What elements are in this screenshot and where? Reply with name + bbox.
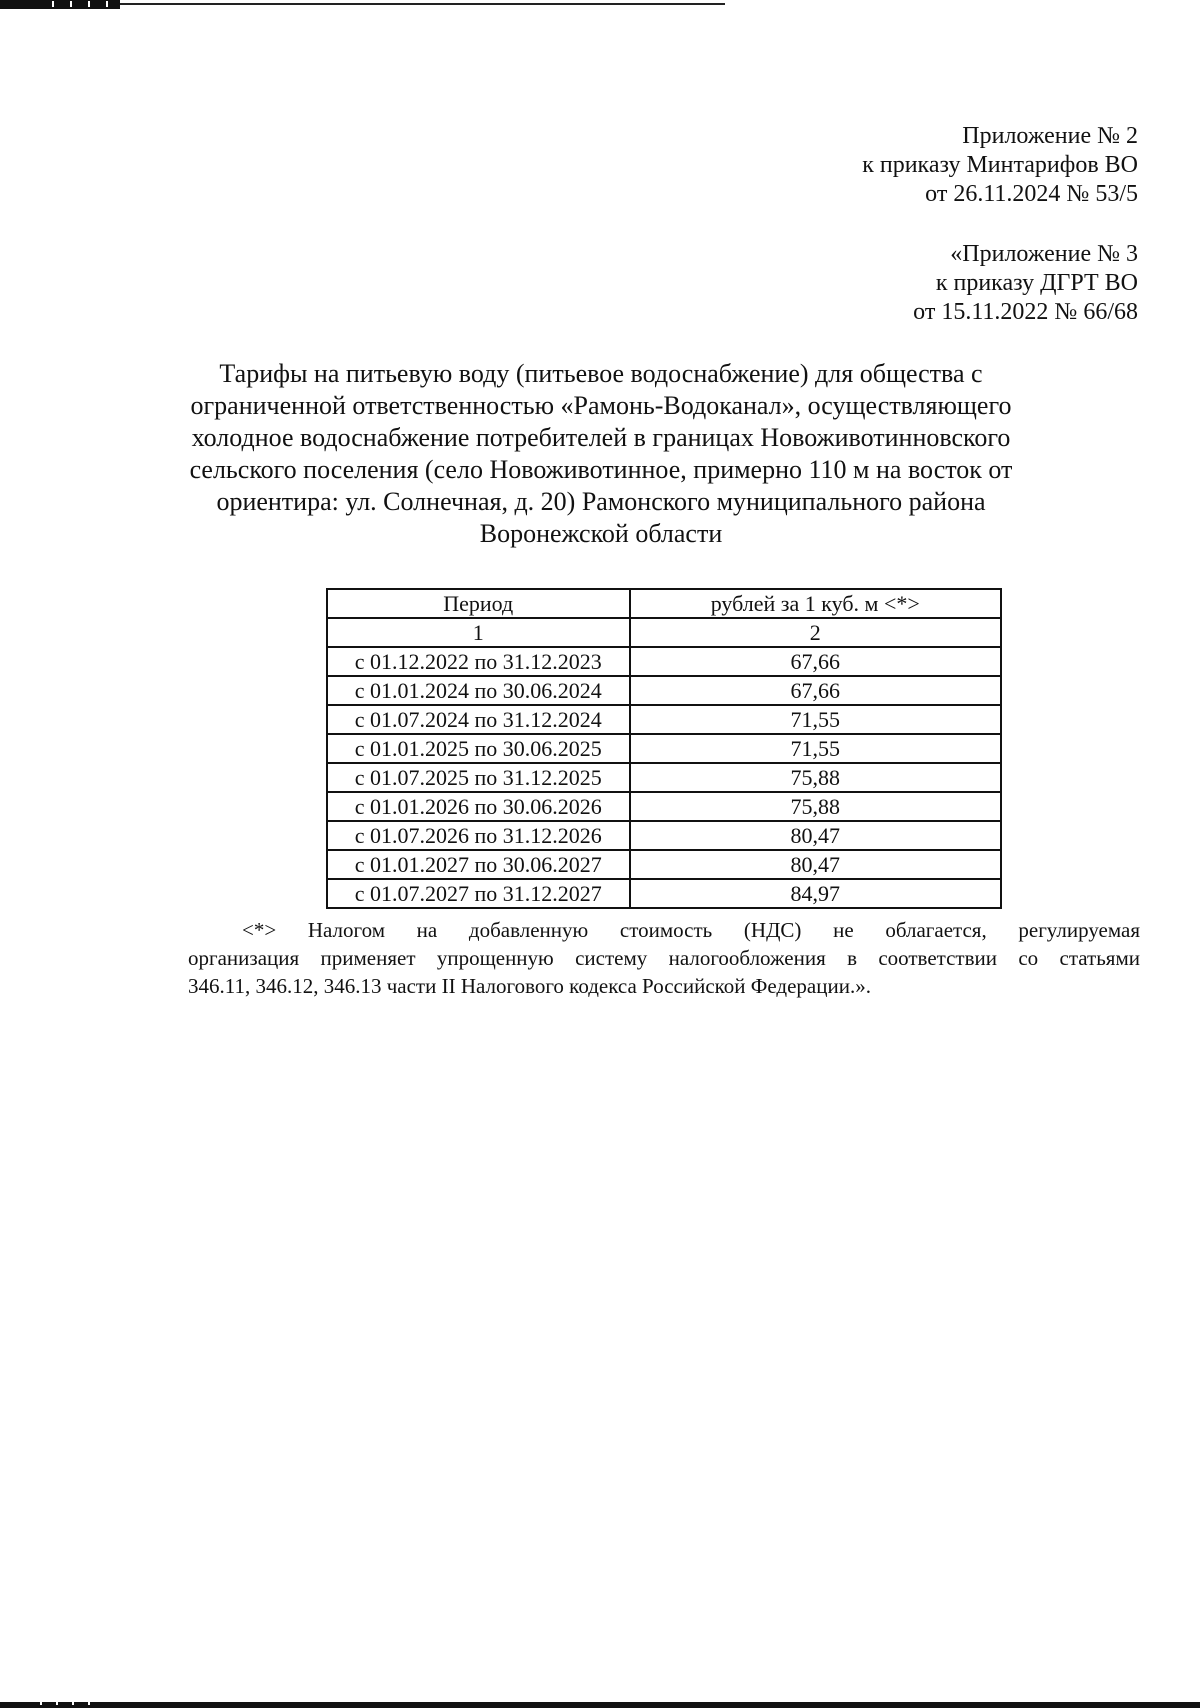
scan-mark	[0, 0, 120, 9]
column-number-row	[327, 618, 1001, 647]
header-period: Период	[327, 589, 630, 618]
tariff-table	[326, 588, 1002, 909]
period-cell: с 01.01.2026 по 30.06.2026	[327, 792, 630, 821]
document-title	[170, 358, 1032, 550]
price-cell: 75,88	[630, 763, 1002, 792]
period-cell: с 01.07.2025 по 31.12.2025	[327, 763, 630, 792]
title-line: Воронежской области	[479, 519, 723, 548]
footnote-line: <*> Налогом на добавленную стоимость (НДС) не облагается, регулируемая	[242, 918, 1140, 942]
annex-number: Приложение № 2	[962, 123, 1138, 149]
title-line: сельского поселения (село Новоживотинное, примерно 110 м на восток от	[189, 455, 1013, 484]
scan-tick	[52, 1, 54, 7]
scan-edge-bottom	[0, 1702, 1200, 1708]
footnote-line: 346.11, 346.12, 346.13 части II Налогового кодекса Российской Федерации.».	[188, 974, 871, 998]
scan-tick	[106, 1, 108, 7]
footnote	[188, 916, 1140, 1000]
period-cell: с 01.01.2025 по 30.06.2025	[327, 734, 630, 763]
price-cell: 71,55	[630, 705, 1002, 734]
price-cell: 80,47	[630, 850, 1002, 879]
table-row	[327, 734, 1001, 763]
scan-tick	[88, 1702, 90, 1705]
period-cell: с 01.07.2027 по 31.12.2027	[327, 879, 630, 908]
scan-tick	[88, 1, 90, 7]
table-row	[327, 792, 1001, 821]
price-cell: 84,97	[630, 879, 1002, 908]
title-line: ориентира: ул. Солнечная, д. 20) Рамонского муниципального района	[216, 487, 986, 516]
price-cell: 75,88	[630, 792, 1002, 821]
column-number: 1	[327, 618, 630, 647]
annex-order: к приказу ДГРТ ВО	[935, 270, 1138, 296]
scan-tick	[70, 1, 72, 7]
price-cell: 67,66	[630, 647, 1002, 676]
title-line: холодное водоснабжение потребителей в границах Новоживотинновского	[191, 423, 1011, 452]
table-row	[327, 763, 1001, 792]
table-header-row	[327, 589, 1001, 618]
period-cell: с 01.07.2024 по 31.12.2024	[327, 705, 630, 734]
annex-reference-original	[913, 240, 1138, 327]
scan-tick	[72, 1702, 74, 1705]
title-line: Тарифы на питьевую воду (питьевое водоснабжение) для общества с	[219, 359, 983, 388]
title-line: ограниченной ответственностью «Рамонь-Водоканал», осуществляющего	[190, 391, 1012, 420]
scan-line	[120, 3, 725, 5]
annex-number: «Приложение № 3	[950, 241, 1138, 267]
footnote-line: организация применяет упрощенную систему налогообложения в соответствии со статьями	[188, 946, 1140, 970]
table-row	[327, 647, 1001, 676]
table-row	[327, 821, 1001, 850]
annex-date: от 15.11.2022 № 66/68	[913, 299, 1138, 325]
period-cell: с 01.07.2026 по 31.12.2026	[327, 821, 630, 850]
table-row	[327, 705, 1001, 734]
table-row	[327, 850, 1001, 879]
scan-tick	[40, 1702, 42, 1705]
annex-reference-current	[862, 122, 1138, 209]
price-cell: 80,47	[630, 821, 1002, 850]
price-cell: 71,55	[630, 734, 1002, 763]
table-row	[327, 879, 1001, 908]
annex-date: от 26.11.2024 № 53/5	[925, 181, 1138, 207]
scan-tick	[56, 1702, 58, 1705]
annex-order: к приказу Минтарифов ВО	[862, 152, 1138, 178]
column-number: 2	[630, 618, 1002, 647]
table-row	[327, 676, 1001, 705]
period-cell: с 01.01.2024 по 30.06.2024	[327, 676, 630, 705]
header-price: рублей за 1 куб. м <*>	[630, 589, 1002, 618]
period-cell: с 01.12.2022 по 31.12.2023	[327, 647, 630, 676]
scan-edge-top	[0, 0, 725, 9]
period-cell: с 01.01.2027 по 30.06.2027	[327, 850, 630, 879]
price-cell: 67,66	[630, 676, 1002, 705]
